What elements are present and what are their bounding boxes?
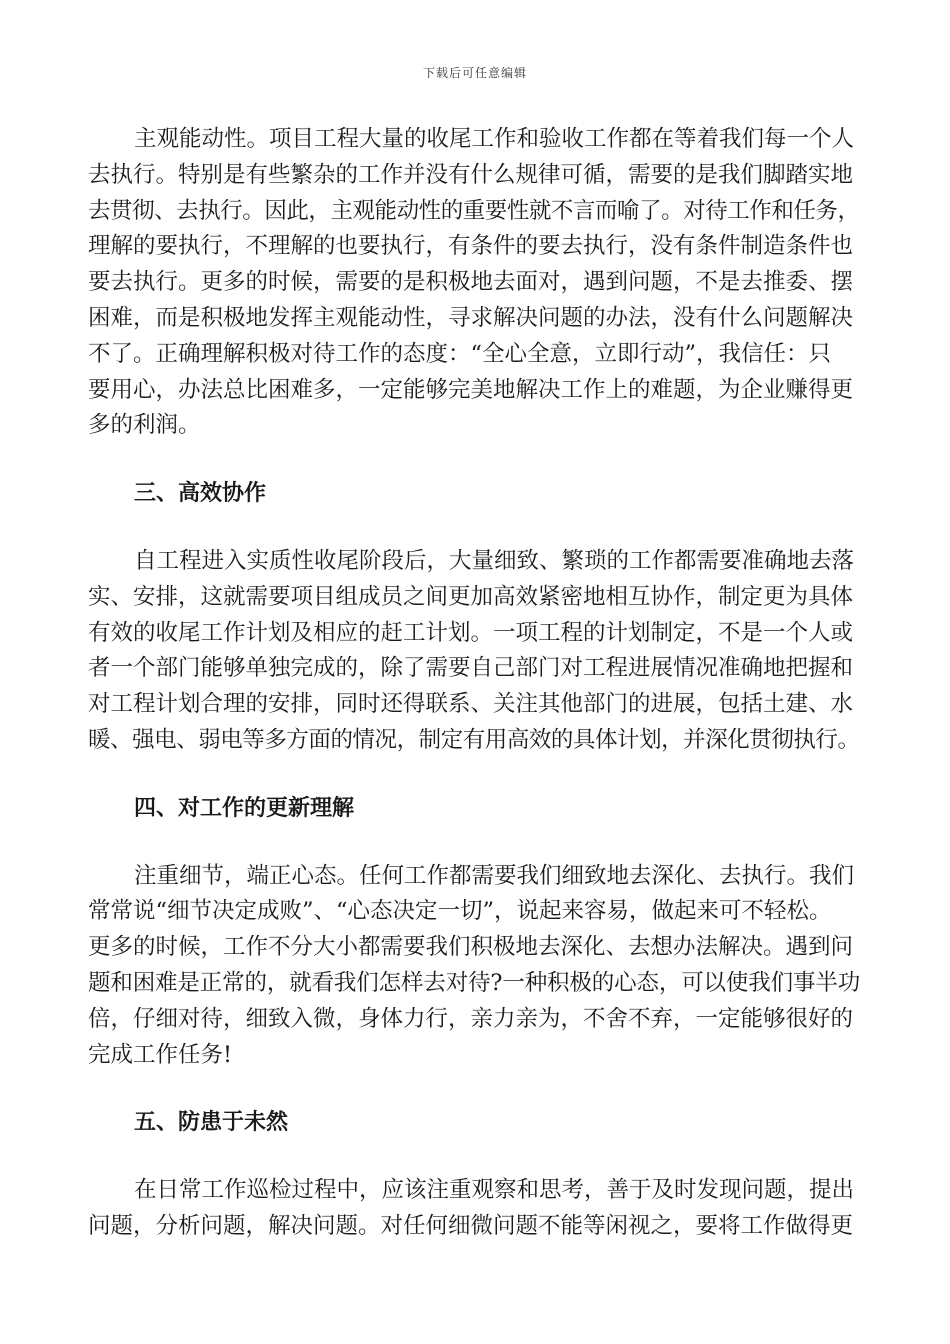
paragraph-line: 要用心，办法总比困难多，一定能够完美地解决工作上的难题，为企业赚得更 bbox=[88, 376, 854, 403]
spacer bbox=[88, 1141, 860, 1173]
spacer bbox=[88, 759, 860, 791]
paragraph bbox=[88, 1173, 860, 1245]
paragraph-line: 有效的收尾工作计划及相应的赶工计划。一项工程的计划制定，不是一个人或 bbox=[88, 619, 854, 646]
paragraph-line: 自工程进入实质性收尾阶段后，大量细致、繁琐的工作都需要准确地去落 bbox=[134, 547, 855, 574]
paragraph-line: 实、安排，这就需要项目组成员之间更加高效紧密地相互协作，制定更为具体 bbox=[88, 583, 854, 610]
paragraph-line: 常常说“细节决定成败”、“心态决定一切”，说起来容易，做起来可不轻松。 bbox=[88, 898, 832, 925]
paragraph-line: 更多的时候，工作不分大小都需要我们积极地去深化、去想办法解决。遇到问 bbox=[88, 934, 854, 961]
spacer bbox=[88, 512, 860, 544]
paragraph-line: 暖、强电、弱电等多方面的情况，制定有用高效的具体计划，并深化贯彻执行。 bbox=[88, 726, 860, 753]
paragraph-line: 困难，而是积极地发挥主观能动性，寻求解决问题的办法，没有什么问题解决 bbox=[88, 304, 854, 331]
paragraph-line: 去贯彻、去执行。因此，主观能动性的重要性就不言而喻了。对待工作和任务， bbox=[88, 197, 860, 224]
spacer bbox=[88, 827, 860, 859]
paragraph-line: 者一个部门能够单独完成的，除了需要自己部门对工程进展情况准确地把握和 bbox=[88, 655, 854, 682]
paragraph-line: 问题，分析问题，解决问题。对任何细微问题不能等闲视之，要将工作做得更 bbox=[88, 1212, 854, 1239]
paragraph bbox=[88, 859, 860, 1074]
paragraph-line: 要去执行。更多的时候，需要的是积极地去面对，遇到问题，不是去推委、摆 bbox=[88, 269, 854, 296]
paragraph-line: 理解的要执行，不理解的也要执行，有条件的要去执行，没有条件制造条件也 bbox=[88, 233, 854, 260]
paragraph-line: 在日常工作巡检过程中，应该注重观察和思考，善于及时发现问题，提出 bbox=[134, 1177, 855, 1204]
paragraph-line: 主观能动性。项目工程大量的收尾工作和验收工作都在等着我们每一个人 bbox=[134, 126, 855, 152]
section-heading: 五、防患于未然 bbox=[134, 1109, 289, 1136]
paragraph bbox=[88, 544, 860, 759]
page-header: 下载后可任意编辑 bbox=[422, 66, 527, 80]
spacer bbox=[88, 1073, 860, 1105]
document-body bbox=[88, 122, 860, 1245]
paragraph-line: 倍，仔细对待，细致入微，身体力行，亲力亲为，不舍不弃，一定能够很好的 bbox=[88, 1005, 854, 1032]
section-heading: 三、高效协作 bbox=[134, 480, 267, 507]
paragraph-line: 不了。正确理解积极对待工作的态度：“全心全意，立即行动”，我信任：只 bbox=[88, 340, 832, 367]
paragraph-line: 题和困难是正常的，就看我们怎样去对待?一种积极的心态，可以使我们事半功 bbox=[88, 969, 861, 996]
paragraph-line: 去执行。特别是有些繁杂的工作并没有什么规律可循，需要的是我们脚踏实地 bbox=[88, 161, 854, 188]
paragraph-line: 注重细节，端正心态。任何工作都需要我们细致地去深化、去执行。我们 bbox=[134, 862, 855, 889]
spacer bbox=[88, 444, 860, 476]
paragraph-line: 对工程计划合理的安排，同时还得联系、关注其他部门的进展，包括土建、水 bbox=[88, 691, 854, 718]
paragraph-line: 多的利润。 bbox=[88, 412, 201, 439]
paragraph bbox=[88, 122, 860, 444]
paragraph-line: 完成工作任务! bbox=[88, 1041, 233, 1068]
section-heading: 四、对工作的更新理解 bbox=[134, 794, 355, 821]
